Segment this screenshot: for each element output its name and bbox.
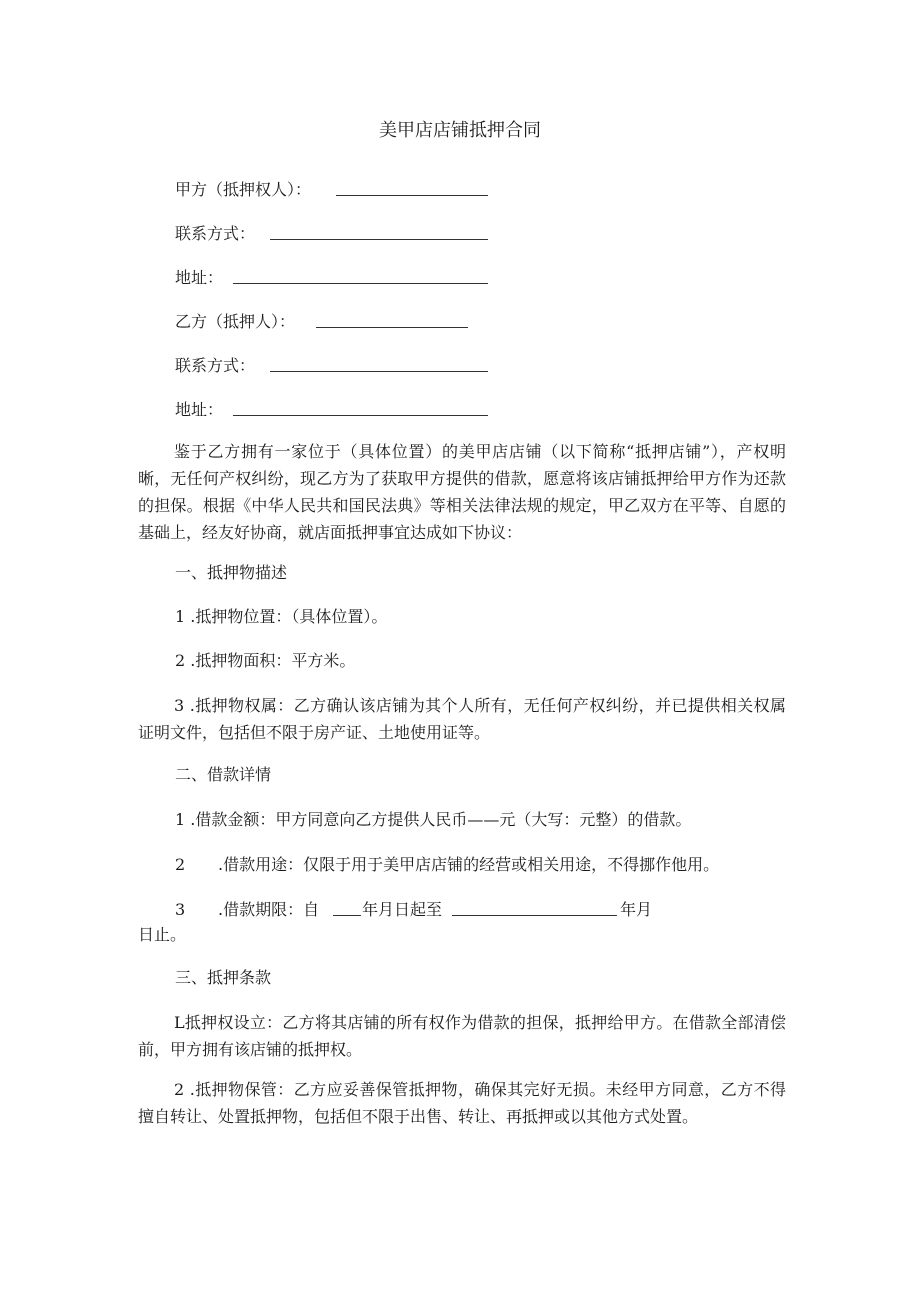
party-a-address-label: 地址： xyxy=(175,268,224,287)
section-2-item-3-number: 3 xyxy=(175,900,186,919)
section-1-item-2: 2 .抵押物面积：平方米。 xyxy=(175,651,356,670)
section-3-item-2: 2 .抵押物保管：乙方应妥善保管抵押物，确保其完好无损。未经甲方同意，乙方不得擅自转让、处置抵押物，包括但不限于出售、转让、再抵押或以其他方式处置。 xyxy=(138,1080,786,1126)
section-3-item-1: L抵押权设立：乙方将其店铺的所有权作为借款的担保，抵押给甲方。在借款全部清偿前，甲方拥有该店铺的抵押权。 xyxy=(138,1013,786,1059)
section-2-heading: 二、借款详情 xyxy=(175,765,272,784)
section-2-item-2-text: .借款用途：仅限于用于美甲店店铺的经营或相关用途，不得挪作他用。 xyxy=(218,855,720,874)
loan-end-blank[interactable] xyxy=(452,915,617,916)
section-2-item-3-part-b: 年月日起至 xyxy=(362,900,443,919)
section-2-item-3-part-d: 日止。 xyxy=(138,925,187,944)
party-a-label: 甲方（抵押权人）： xyxy=(175,180,312,199)
party-b-label: 乙方（抵押人）： xyxy=(175,312,296,331)
party-a-contact-blank[interactable] xyxy=(270,239,488,240)
loan-start-blank[interactable] xyxy=(333,915,361,916)
party-a-contact-label: 联系方式： xyxy=(175,224,256,243)
section-2-item-1: 1 .借款金额：甲方同意向乙方提供人民币——元（大写：元整）的借款。 xyxy=(175,810,692,829)
section-1-heading: 一、抵押物描述 xyxy=(175,563,288,582)
party-b-address-blank[interactable] xyxy=(233,415,488,416)
party-b-blank[interactable] xyxy=(316,327,468,328)
section-1-item-3: 3 .抵押物权属：乙方确认该店铺为其个人所有，无任何产权纠纷，并已提供相关权属证明文件，包括但不限于房产证、土地使用证等。 xyxy=(138,696,786,742)
party-b-address-label: 地址： xyxy=(175,400,224,419)
party-a-blank[interactable] xyxy=(336,195,488,196)
party-b-contact-blank[interactable] xyxy=(270,371,488,372)
section-2-item-2-number: 2 xyxy=(175,855,186,874)
section-2-item-3-part-a: .借款期限：自 xyxy=(218,900,320,919)
party-b-contact-label: 联系方式： xyxy=(175,356,256,375)
preamble-paragraph: 鉴于乙方拥有一家位于（具体位置）的美甲店店铺（以下简称“抵押店铺”），产权明晰，无任何产权纠纷，现乙方为了获取甲方提供的借款，愿意将该店铺抵押给甲方作为还款的担保。根据《中华人民共和国民法典》等相关法律法规的规定，甲乙双方在平等、自愿的基础上，经友好协商，就店面抵押事宜达成如下协议： xyxy=(138,442,786,542)
document-title: 美甲店店铺抵押合同 xyxy=(379,120,541,141)
party-a-address-blank[interactable] xyxy=(233,283,488,284)
section-1-item-1: 1 .抵押物位置：（具体位置）。 xyxy=(175,607,388,626)
section-3-heading: 三、抵押条款 xyxy=(175,968,272,987)
section-2-item-3-part-c: 年月 xyxy=(620,900,653,919)
